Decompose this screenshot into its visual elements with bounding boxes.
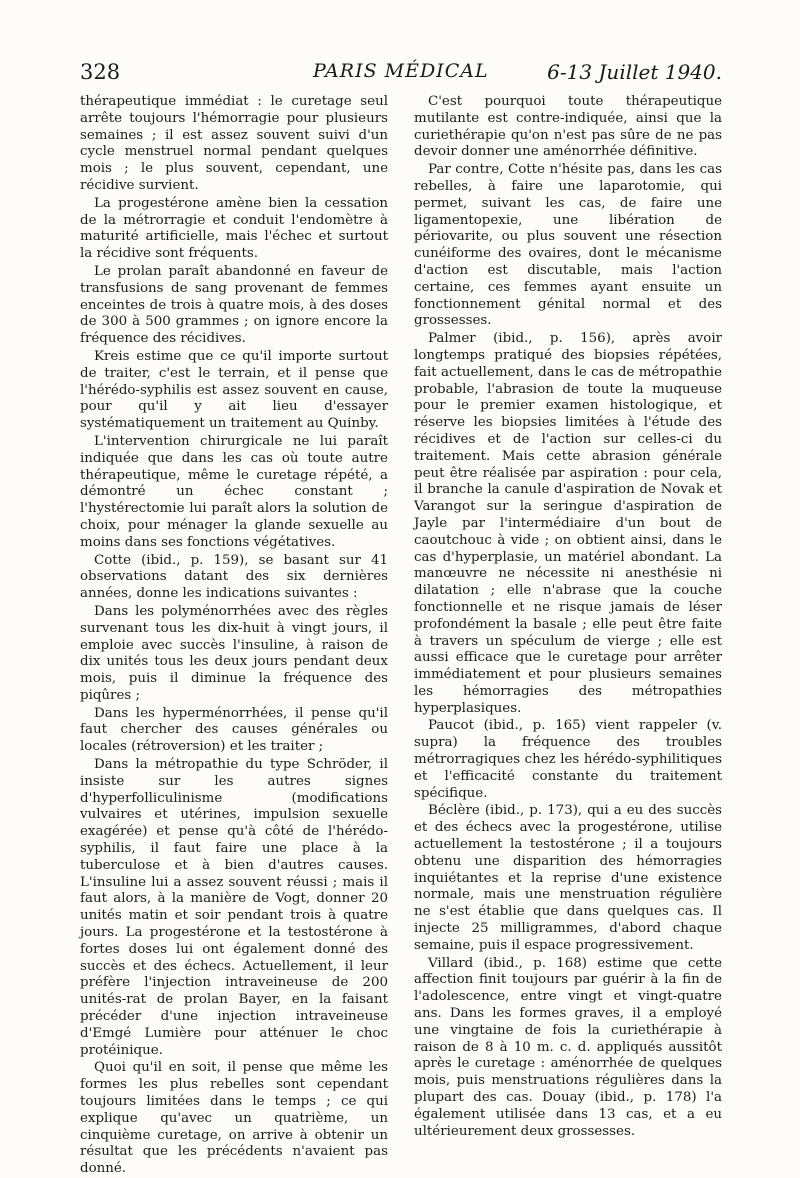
paragraph: L'intervention chirurgicale ne lui paraît indiquée que dans les cas où toute autre thérapeutique, même le curetage répété, a démontré un échec constant ; l'hystérectomie lui paraît alors la solution de choix, pour ménager la glande sexuelle au moins dans ses fonctions végétatives. xyxy=(80,433,388,550)
right-column xyxy=(414,94,722,1140)
paragraph: Paucot (ibid., p. 165) vient rappeler (v. supra) la fréquence des troubles métrorragiques chez les hérédo-syphilitiques et l'efficacité constante du traitement spécifique. xyxy=(414,718,722,801)
paragraph: Villard (ibid., p. 168) estime que cette affection finit toujours par guérir à la fin de l'adolescence, entre vingt et vingt-quatre ans. Dans les formes graves, il a employé une vingtaine de fois la curiethérapie à raison de 8 à 10 m. c. d. appliqués aussitôt après le curetage : aménorrhée de quelques mois, puis menstruations régulières dans la plupart des cas. Douay (ibid., p. 178) l'a également utilisée dans 13 cas, et a eu ultérieurement deux grossesses. xyxy=(414,955,722,1139)
paragraph: Quoi qu'il en soit, il pense que même les formes les plus rebelles sont cependant toujours limitées dans le temps ; ce qui explique qu'avec un quatrième, un cinquième curetage, on arrive à obtenir un résultat que les précédents n'avaient pas donné. xyxy=(80,1060,388,1177)
paragraph: Dans la métropathie du type Schröder, il insiste sur les autres signes d'hyperfolliculinisme (modifications vulvaires et utérines, impulsion sexuelle exagérée) et pense qu'à côté de l'hérédo-syphilis, il faut faire une place à la tuberculose et à bien d'autres causes. L'insuline lui a assez souvent réussi ; mais il faut alors, à la manière de Vogt, donner 20 unités matin et soir pendant trois à quatre jours. La progestérone et la testostérone à fortes doses lui ont également donné des succès et des échecs. Actuellement, il leur préfère l'injection intraveineuse de 200 unités-rat de prolan Bayer, en la faisant précéder d'une injection intraveineuse d'Emgé Lumière pour atténuer le choc protéinique. xyxy=(80,757,388,1058)
paragraph: Cotte (ibid., p. 159), se basant sur 41 observations datant des six dernières années, donne les indications suivantes : xyxy=(80,552,388,602)
left-column xyxy=(80,94,388,1178)
paragraph: Dans les hyperménorrhées, il pense qu'il faut chercher des causes générales ou locales (rétroversion) et les traiter ; xyxy=(80,705,388,755)
paragraph: C'est pourquoi toute thérapeutique mutilante est contre-indiquée, ainsi que la curiethérapie qu'on n'est pas sûre de ne pas devoir donner une aménorrhée définitive. xyxy=(414,94,722,160)
paragraph: La progestérone amène bien la cessation de la métrorragie et conduit l'endomètre à maturité artificielle, mais l'échec et surtout la récidive sont fréquents. xyxy=(80,195,388,262)
page-header xyxy=(0,60,800,90)
paragraph: Le prolan paraît abandonné en faveur de transfusions de sang provenant de femmes enceintes de trois à quatre mois, à des doses de 300 à 500 grammes ; on ignore encore la fréquence des récidives. xyxy=(80,263,388,347)
paragraph: Dans les polyménorrhées avec des règles survenant tous les dix-huit à vingt jours, il emploie avec succès l'insuline, à raison de dix unités tous les deux jours pendant deux mois, puis il diminue la fréquence des piqûres ; xyxy=(80,603,388,703)
paragraph: Par contre, Cotte n'hésite pas, dans les cas rebelles, à faire une laparotomie, qui permet, suivant les cas, de faire une ligamentopexie, une libération de périovarite, ou plus souvent une résection cunéiforme des ovaires, dont le mécanisme d'action est discutable, mais l'action certaine, ces femmes ayant ensuite un fonctionnement génital normal et des grossesses. xyxy=(414,162,722,329)
paragraph: Palmer (ibid., p. 156), après avoir longtemps pratiqué des biopsies répétées, fait actuellement, dans le cas de métropathie probable, l'abrasion de toute la muqueuse pour le premier examen histologique, et réserve les biopsies limitées à l'étude des récidives et de l'action sur celles-ci du traitement. Mais cette abrasion générale peut être réalisée par aspiration : pour cela, il branche la canule d'aspiration de Novak et Varangot sur la seringue d'aspiration de Jayle par l'intermédiaire d'un bout de caoutchouc à vide ; on obtient ainsi, dans le cas d'hyperplasie, un matériel abondant. La manœuvre ne nécessite ni anesthésie ni dilatation ; elle n'abrase que la couche fonctionnelle et ne risque jamais de léser profondément la basale ; elle peut être faite à travers un spéculum de vierge ; elle est aussi efficace que le curetage pour arrêter immédiatement et pour plusieurs semaines les hémorragies des métropathies hyperplasiques. xyxy=(414,331,722,716)
paragraph: Béclère (ibid., p. 173), qui a eu des succès et des échecs avec la progestérone, utilise actuellement la testostérone ; il a toujours obtenu une disparition des hémorragies inquiétantes et la reprise d'une existence normale, mais une menstruation régulière ne s'est établie que dans quelques cas. Il injecte 25 milligrammes, d'abord chaque semaine, puis il espace progressivement. xyxy=(414,803,722,953)
page-number: 328 xyxy=(80,60,121,84)
paragraph: thérapeutique immédiat : le curetage seul arrête toujours l'hémorragie pour plusieurs semaines ; il est assez souvent suivi d'un cycle menstruel normal pendant quelques mois ; le plus souvent, cependant, une récidive survient. xyxy=(80,94,388,193)
issue-date: 6-13 Juillet 1940. xyxy=(547,60,722,84)
paragraph: Kreis estime que ce qu'il importe surtout de traiter, c'est le terrain, et il pense que l'hérédo-syphilis est assez souvent en cause, pour qu'il y ait lieu d'essayer systématiquement un traitement au Quinby. xyxy=(80,348,388,432)
journal-title: PARIS MÉDICAL xyxy=(313,60,489,82)
